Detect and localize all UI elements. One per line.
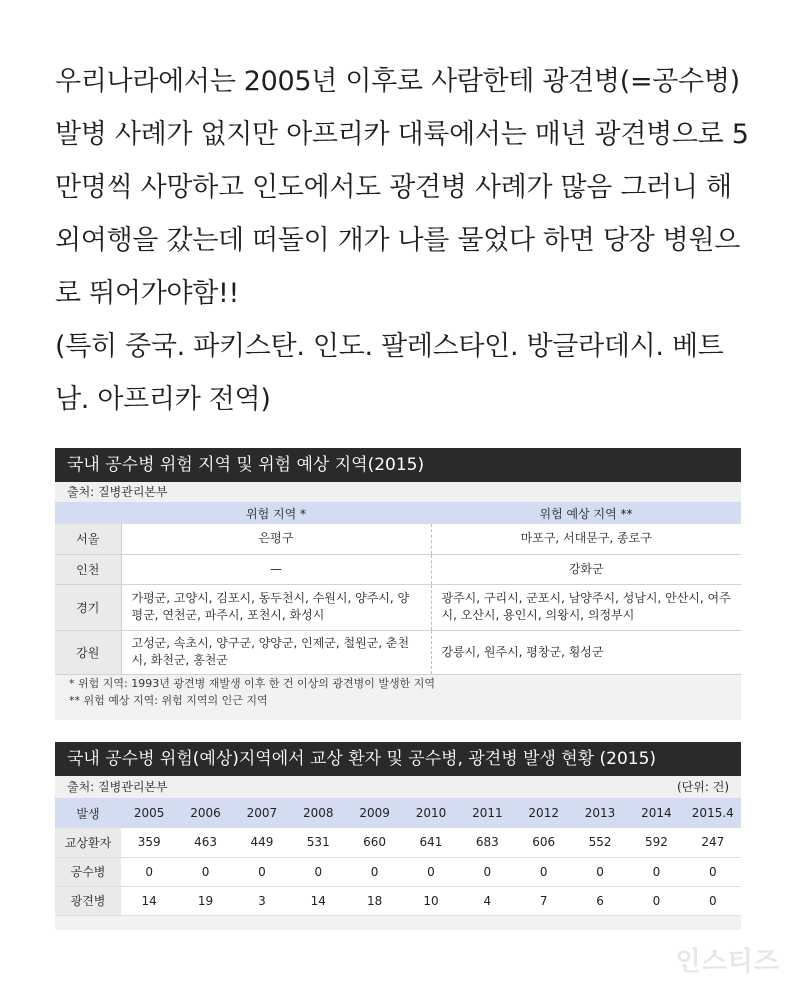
value-cell: 0 [628, 857, 684, 886]
value-cell: 0 [177, 857, 233, 886]
post-text [55, 55, 775, 426]
value-cell: 19 [177, 886, 233, 915]
value-cell: 0 [516, 857, 572, 886]
value-cell: 660 [346, 828, 402, 857]
value-cell: 606 [516, 828, 572, 857]
incidence-title: 국내 공수병 위험(예상)지역에서 교상 환자 및 공수병, 광견병 발생 현황 (2015) [55, 742, 741, 776]
table-row [55, 554, 741, 584]
incidence-source: 출처: 질병관리본부 [67, 780, 168, 794]
row-label: 공수병 [55, 857, 121, 886]
table-row [55, 630, 741, 674]
value-cell: 4 [459, 886, 515, 915]
incidence-panel [55, 742, 741, 930]
header-risk: 위험 지역 * [121, 502, 431, 524]
risk-area-panel [55, 448, 741, 720]
footnote: * 위험 지역: 1993년 광견병 재발생 이후 한 건 이상의 광견병이 발생한 지역 [69, 676, 436, 690]
value-cell: 0 [459, 857, 515, 886]
value-cell: 7 [516, 886, 572, 915]
table-row [55, 857, 741, 886]
year-header: 2010 [403, 798, 459, 828]
incidence-header-row [55, 798, 741, 828]
value-cell: 14 [290, 886, 346, 915]
year-header: 2013 [572, 798, 628, 828]
year-header: 2012 [516, 798, 572, 828]
unit-label: (단위: 건) [677, 780, 729, 794]
table-row [55, 584, 741, 630]
year-header: 2014 [628, 798, 684, 828]
value-cell: 0 [628, 886, 684, 915]
table-row [55, 886, 741, 915]
value-cell: 0 [234, 857, 290, 886]
post-line: 우리나라에서는 2005년 이후로 사람한테 광견병(=공수병) [55, 66, 740, 97]
value-cell: 6 [572, 886, 628, 915]
year-header: 2015.4 [685, 798, 741, 828]
value-cell: 0 [572, 857, 628, 886]
expected-cell: 강화군 [431, 554, 741, 584]
post-line: (특히 중국. 파키스탄. 인도. 팔레스타인. 방글라데시. 베트 [55, 331, 724, 362]
risk-cell: 고성군, 속초시, 양구군, 양양군, 인제군, 철원군, 춘천시, 화천군, 홍천군 [121, 630, 431, 674]
year-header: 2006 [177, 798, 233, 828]
year-header: 2009 [346, 798, 402, 828]
header-blank [55, 502, 121, 524]
risk-area-source: 출처: 질병관리본부 [55, 482, 741, 502]
value-cell: 552 [572, 828, 628, 857]
post-line: 남. 아프리카 전역) [55, 384, 271, 415]
incidence-table [55, 798, 741, 916]
year-header: 2007 [234, 798, 290, 828]
table-row [55, 524, 741, 554]
header-occurrence: 발생 [55, 798, 121, 828]
value-cell: 0 [290, 857, 346, 886]
region-label: 서울 [55, 524, 121, 554]
value-cell: 592 [628, 828, 684, 857]
table-row [55, 828, 741, 857]
value-cell: 0 [121, 857, 177, 886]
incidence-source-row [55, 776, 741, 798]
value-cell: 0 [685, 857, 741, 886]
post-line: 발병 사례가 없지만 아프리카 대륙에서는 매년 광견병으로 5 [55, 119, 749, 150]
expected-cell: 강릉시, 원주시, 평창군, 횡성군 [431, 630, 741, 674]
value-cell: 10 [403, 886, 459, 915]
value-cell: 14 [121, 886, 177, 915]
expected-cell: 마포구, 서대문구, 종로구 [431, 524, 741, 554]
watermark: 인스티즈 [675, 947, 780, 977]
year-header: 2008 [290, 798, 346, 828]
post-line: 만명씩 사망하고 인도에서도 광견병 사례가 많음 그러니 해 [55, 172, 732, 203]
value-cell: 18 [346, 886, 402, 915]
value-cell: 359 [121, 828, 177, 857]
region-label: 강원 [55, 630, 121, 674]
value-cell: 641 [403, 828, 459, 857]
value-cell: 247 [685, 828, 741, 857]
row-label: 교상환자 [55, 828, 121, 857]
year-header: 2011 [459, 798, 515, 828]
value-cell: 0 [685, 886, 741, 915]
expected-cell: 광주시, 구리시, 군포시, 남양주시, 성남시, 안산시, 여주시, 오산시, 용인시, 의왕시, 의정부시 [431, 584, 741, 630]
risk-area-title: 국내 공수병 위험 지역 및 위험 예상 지역(2015) [55, 448, 741, 482]
value-cell: 683 [459, 828, 515, 857]
risk-cell: — [121, 554, 431, 584]
footnote: ** 위험 예상 지역: 위험 지역의 인근 지역 [69, 693, 268, 707]
risk-area-header-row [55, 502, 741, 524]
year-header: 2005 [121, 798, 177, 828]
value-cell: 449 [234, 828, 290, 857]
risk-cell: 은평구 [121, 524, 431, 554]
header-expected: 위험 예상 지역 ** [431, 502, 741, 524]
value-cell: 0 [403, 857, 459, 886]
value-cell: 0 [346, 857, 402, 886]
post-line: 로 뛰어가야함!! [55, 278, 240, 309]
row-label: 광견병 [55, 886, 121, 915]
value-cell: 463 [177, 828, 233, 857]
post-line: 외여행을 갔는데 떠돌이 개가 나를 물었다 하면 당장 병원으 [55, 225, 741, 256]
risk-cell: 가평군, 고양시, 김포시, 동두천시, 수원시, 양주시, 양평군, 연천군, 파주시, 포천시, 화성시 [121, 584, 431, 630]
region-label: 경기 [55, 584, 121, 630]
region-label: 인천 [55, 554, 121, 584]
value-cell: 3 [234, 886, 290, 915]
risk-area-table [55, 502, 741, 675]
value-cell: 531 [290, 828, 346, 857]
